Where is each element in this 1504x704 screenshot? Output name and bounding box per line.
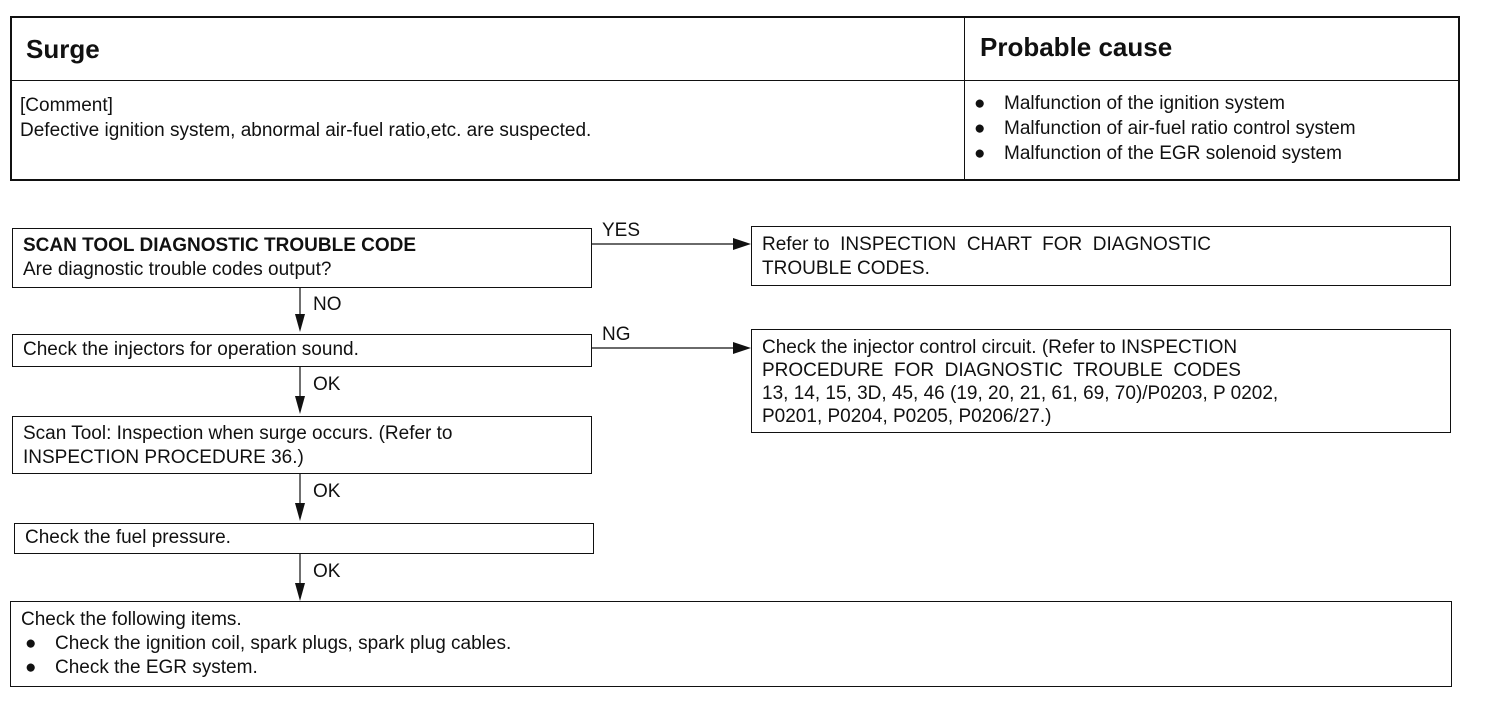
final-item-text: Check the EGR system. [55, 657, 258, 678]
step3-line1: Scan Tool: Inspection when surge occurs. (Refer to [23, 423, 453, 444]
comment-label: [Comment] [20, 95, 113, 116]
yes-label: YES [602, 220, 641, 241]
ng-result-line: 13, 14, 15, 3D, 45, 46 (19, 20, 21, 61, 69, 70)/P0203, P 0202, [762, 383, 1279, 404]
ng-result-line: Check the injector control circuit. (Refer to INSPECTION [762, 337, 1238, 358]
yes-result-box [751, 226, 1451, 286]
ok-arrowhead-icon-2 [295, 503, 305, 521]
ng-label: NG [602, 324, 631, 345]
ng-arrowhead-icon [733, 342, 751, 354]
table-title: Surge [26, 34, 100, 64]
cause-text: Malfunction of the EGR solenoid system [1004, 143, 1342, 164]
cause-text: Malfunction of air-fuel ratio control system [1004, 118, 1356, 139]
step1-box [12, 228, 592, 288]
step3-line2: INSPECTION PROCEDURE 36.) [23, 447, 304, 468]
step1-title: SCAN TOOL DIAGNOSTIC TROUBLE CODE [23, 235, 417, 256]
ok-arrowhead-icon-1 [295, 396, 305, 414]
ng-result-line: P0201, P0204, P0205, P0206/27.) [762, 406, 1052, 427]
ok-label-2: OK [313, 481, 341, 502]
bullet-icon: ● [974, 143, 986, 164]
no-label: NO [313, 294, 342, 315]
bullet-icon: ● [25, 657, 37, 678]
step1-question: Are diagnostic trouble codes output? [23, 259, 332, 280]
bullet-icon: ● [974, 118, 986, 139]
probable-cause-header: Probable cause [980, 32, 1173, 62]
final-title: Check the following items. [21, 609, 242, 630]
yes-result-line2: TROUBLE CODES. [762, 258, 930, 279]
ok-label-1: OK [313, 374, 341, 395]
list-item [21, 656, 1441, 680]
bullet-icon: ● [974, 93, 986, 114]
cause-text: Malfunction of the ignition system [1004, 93, 1285, 114]
ok-label-3: OK [313, 561, 341, 582]
list-item [21, 632, 1441, 656]
bullet-icon: ● [25, 633, 37, 654]
yes-arrowhead-icon [733, 238, 751, 250]
step2-text: Check the injectors for operation sound. [23, 339, 359, 360]
step4-text: Check the fuel pressure. [25, 527, 231, 548]
final-check-box [10, 601, 1452, 687]
ok-arrowhead-icon-3 [295, 583, 305, 601]
final-item-text: Check the ignition coil, spark plugs, spark plug cables. [55, 633, 512, 654]
step3-box [12, 416, 592, 474]
step4-box [14, 523, 594, 554]
yes-result-line1: Refer to INSPECTION CHART FOR DIAGNOSTIC [762, 234, 1212, 255]
step2-box [12, 334, 592, 367]
comment-text: Defective ignition system, abnormal air-fuel ratio,etc. are suspected. [20, 120, 592, 141]
no-arrowhead-icon [295, 314, 305, 332]
ng-result-box [751, 329, 1451, 433]
ng-result-line: PROCEDURE FOR DIAGNOSTIC TROUBLE CODES [762, 360, 1241, 381]
